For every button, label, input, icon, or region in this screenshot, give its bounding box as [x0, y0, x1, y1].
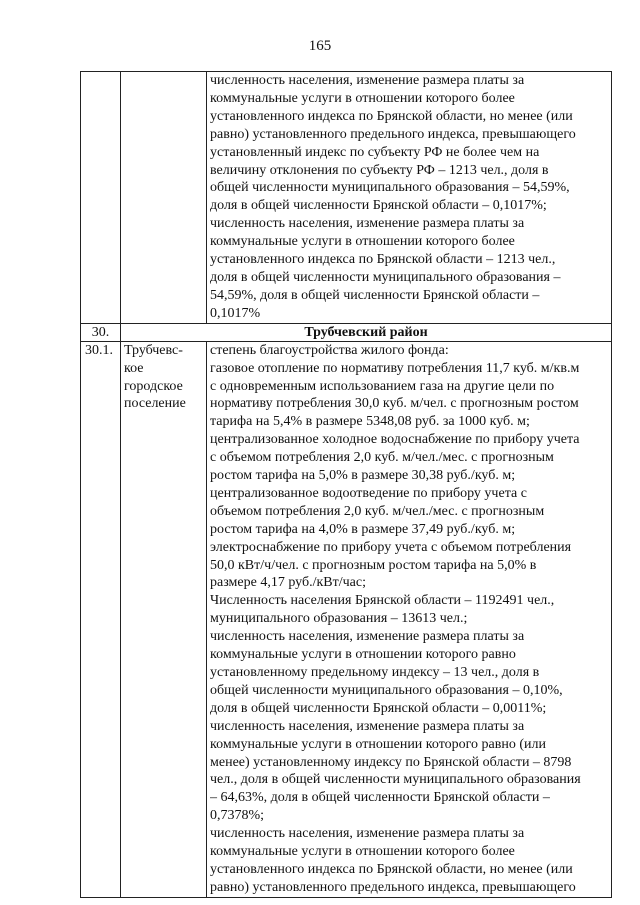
- text-line: нормативу потребления 30,0 куб. м/чел. с прогнозным ростом: [210, 396, 579, 412]
- text-line: численность населения, изменение размера платы за: [210, 718, 525, 734]
- text-line: ростом тарифа на 4,0% в размере 37,49 руб./куб. м;: [210, 521, 516, 537]
- row-name-cell: [121, 72, 207, 324]
- text-line: коммунальные услуги в отношении которого равно: [210, 647, 516, 663]
- text-line: численность населения, изменение размера платы за: [210, 216, 525, 232]
- text-line: с одновременным использованием газа на другие цели по: [210, 378, 555, 394]
- district-title: Трубчевский район: [121, 323, 612, 341]
- text-line: численность населения, изменение размера платы за: [210, 73, 525, 88]
- text-line: газовое отопление по нормативу потребления 11,7 куб. м/кв.м: [210, 360, 580, 376]
- text-line: с объемом потребления 2,0 куб. м/чел./мес. с прогнозным: [210, 450, 554, 466]
- text-line: общей численности муниципального образования – 54,59%,: [210, 180, 570, 196]
- text-line: поселение: [124, 396, 186, 412]
- text-line: равно) установленного предельного индекса, превышающего: [210, 126, 576, 142]
- text-line: величину отклонения по субъекту РФ – 1213 чел., доля в: [210, 162, 549, 178]
- settlement-name-cell: [121, 341, 207, 897]
- text-line: доля в общей численности муниципального образования –: [210, 269, 561, 285]
- row-description-cell: [207, 72, 612, 324]
- text-line: равно) установленного предельного индекса, превышающего: [210, 879, 576, 895]
- text-line: 0,1017%: [210, 305, 261, 321]
- text-line: доля в общей численности Брянской области – 0,0011%;: [210, 700, 547, 716]
- text-line: электроснабжение по прибору учета с объемом потребления: [210, 539, 572, 555]
- district-number: 30.: [81, 323, 121, 341]
- text-line: коммунальные услуги в отношении которого более: [210, 90, 515, 106]
- text-line: установленного индекса по Брянской области – 1213 чел.,: [210, 252, 556, 268]
- table-row-district: [81, 323, 612, 341]
- text-line: ростом тарифа на 5,0% в размере 30,38 руб./куб. м;: [210, 468, 516, 484]
- text-line: установленного индекса по Брянской области, но менее (или: [210, 861, 573, 877]
- text-line: коммунальные услуги в отношении которого более: [210, 844, 515, 860]
- text-line: доля в общей численности Брянской области – 0,1017%;: [210, 198, 547, 214]
- text-line: общей численности муниципального образования – 0,10%,: [210, 682, 563, 698]
- table-row-continuation: [81, 72, 612, 324]
- text-line: чел., доля в общей численности муниципального образования: [210, 772, 581, 788]
- text-line: коммунальные услуги в отношении которого равно (или: [210, 736, 546, 752]
- text-line: степень благоустройства жилого фонда:: [210, 342, 449, 358]
- text-line: Численность населения Брянской области – 1192491 чел.,: [210, 593, 555, 609]
- row-number-cell: [81, 72, 121, 324]
- text-line: численность населения, изменение размера платы за: [210, 826, 525, 842]
- text-line: – 64,63%, доля в общей численности Брянской области –: [210, 790, 550, 806]
- document-table: [80, 71, 612, 898]
- settlement-number: 30.1.: [81, 341, 121, 897]
- text-line: кое: [124, 360, 144, 376]
- text-line: объемом потребления 2,0 куб. м/чел./мес. с прогнозным: [210, 503, 545, 519]
- text-line: централизованное водоотведение по прибору учета с: [210, 485, 527, 501]
- text-line: коммунальные услуги в отношении которого более: [210, 234, 515, 250]
- text-line: установленный индекс по субъекту РФ не более чем на: [210, 144, 540, 160]
- text-line: численность населения, изменение размера платы за: [210, 629, 525, 645]
- text-line: установленного индекса по Брянской области, но менее (или: [210, 108, 573, 124]
- text-line: менее) установленному индексу по Брянской области – 8798: [210, 754, 572, 770]
- text-line: установленному предельному индексу – 13 чел., доля в: [210, 665, 540, 680]
- text-line: размере 4,17 руб./кВт/час;: [210, 575, 366, 591]
- text-line: 50,0 кВт/ч/чел. с прогнозным ростом тарифа на 5,0% в: [210, 557, 537, 573]
- text-line: городское: [124, 378, 183, 394]
- settlement-description-cell: [207, 341, 612, 897]
- page-number: 165: [308, 38, 332, 54]
- text-line: 54,59%, доля в общей численности Брянской области –: [210, 287, 540, 303]
- text-line: централизованное холодное водоснабжение по прибору учета: [210, 432, 580, 448]
- table-row-settlement: [81, 341, 612, 897]
- text-line: Трубчевс-: [124, 342, 183, 358]
- text-line: муниципального образования – 13613 чел.;: [210, 611, 468, 627]
- text-line: 0,7378%;: [210, 808, 265, 824]
- text-line: тарифа на 5,4% в размере 5348,08 руб. за 1000 куб. м;: [210, 414, 530, 430]
